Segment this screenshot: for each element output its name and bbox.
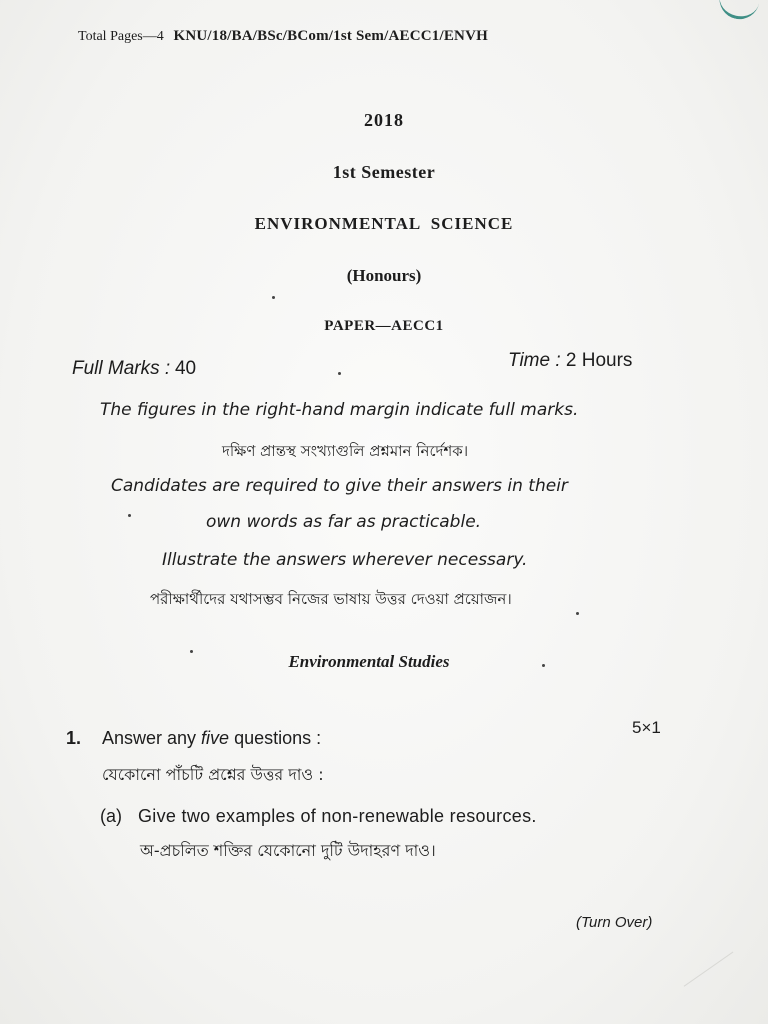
time-value: 2 Hours: [565, 350, 633, 371]
instruction-margin-note: The figures in the right-hand margin indicate full marks.: [100, 400, 579, 420]
subquestion-text-bn: অ-প্রচলিত শক্তির যেকোনো দুটি উদাহরণ দাও।: [140, 841, 436, 860]
instruction-own-words-line1: Candidates are required to give their answers in their: [111, 476, 568, 496]
question-text-emphasis: five: [201, 728, 230, 748]
question-text-after: questions :: [229, 728, 322, 748]
subquestion-label: (a): [100, 806, 122, 826]
exam-subject: ENVIRONMENTAL SCIENCE: [254, 214, 514, 233]
question-text-bn: যেকোনো পাঁচটি প্রশ্নের উত্তর দাও :: [102, 765, 324, 784]
question-marks: 5×1: [632, 718, 661, 737]
question-number: 1.: [66, 728, 82, 748]
instruction-own-words-line2: own words as far as practicable.: [206, 512, 482, 532]
section-title: Environmental Studies: [288, 652, 450, 671]
exam-semester: 1st Semester: [332, 162, 436, 182]
time-label: Time :: [508, 350, 561, 371]
paper-code: KNU/18/BA/BSc/BCom/1st Sem/AECC1/ENVH: [173, 28, 488, 44]
ink-speck: [338, 372, 341, 375]
exam-paper: PAPER—AECC1: [324, 318, 444, 334]
full-marks: [72, 358, 196, 380]
full-marks-value: 40: [174, 358, 197, 379]
turn-over-note: (Turn Over): [576, 914, 653, 931]
subquestion-text: Give two examples of non-renewable resources.: [138, 806, 537, 826]
exam-honours: (Honours): [346, 266, 422, 285]
ink-speck: [542, 664, 545, 667]
exam-year: 2018: [364, 110, 404, 130]
instruction-margin-note-bn: দক্ষিণ প্রান্তস্থ সংখ্যাগুলি প্রশ্নমান নির্দেশক।: [222, 442, 469, 460]
question-text-before: Answer any: [102, 728, 202, 748]
ink-speck: [128, 514, 131, 517]
ink-speck: [272, 296, 275, 299]
total-pages: Total Pages—4: [78, 29, 164, 44]
full-marks-label: Full Marks :: [72, 358, 171, 379]
instruction-illustrate: Illustrate the answers wherever necessary.: [162, 550, 528, 570]
ink-speck: [190, 650, 193, 653]
question-text: [102, 728, 321, 749]
exam-time: [508, 350, 632, 372]
ink-speck: [576, 612, 579, 615]
paper-fold-line: [684, 952, 757, 1020]
corner-ink-mark: [716, 0, 760, 23]
instruction-own-words-bn: পরীক্ষার্থীদের যথাসম্ভব নিজের ভাষায় উত্তর দেওয়া প্রয়োজন।: [150, 590, 512, 608]
paper-header: [78, 28, 488, 45]
